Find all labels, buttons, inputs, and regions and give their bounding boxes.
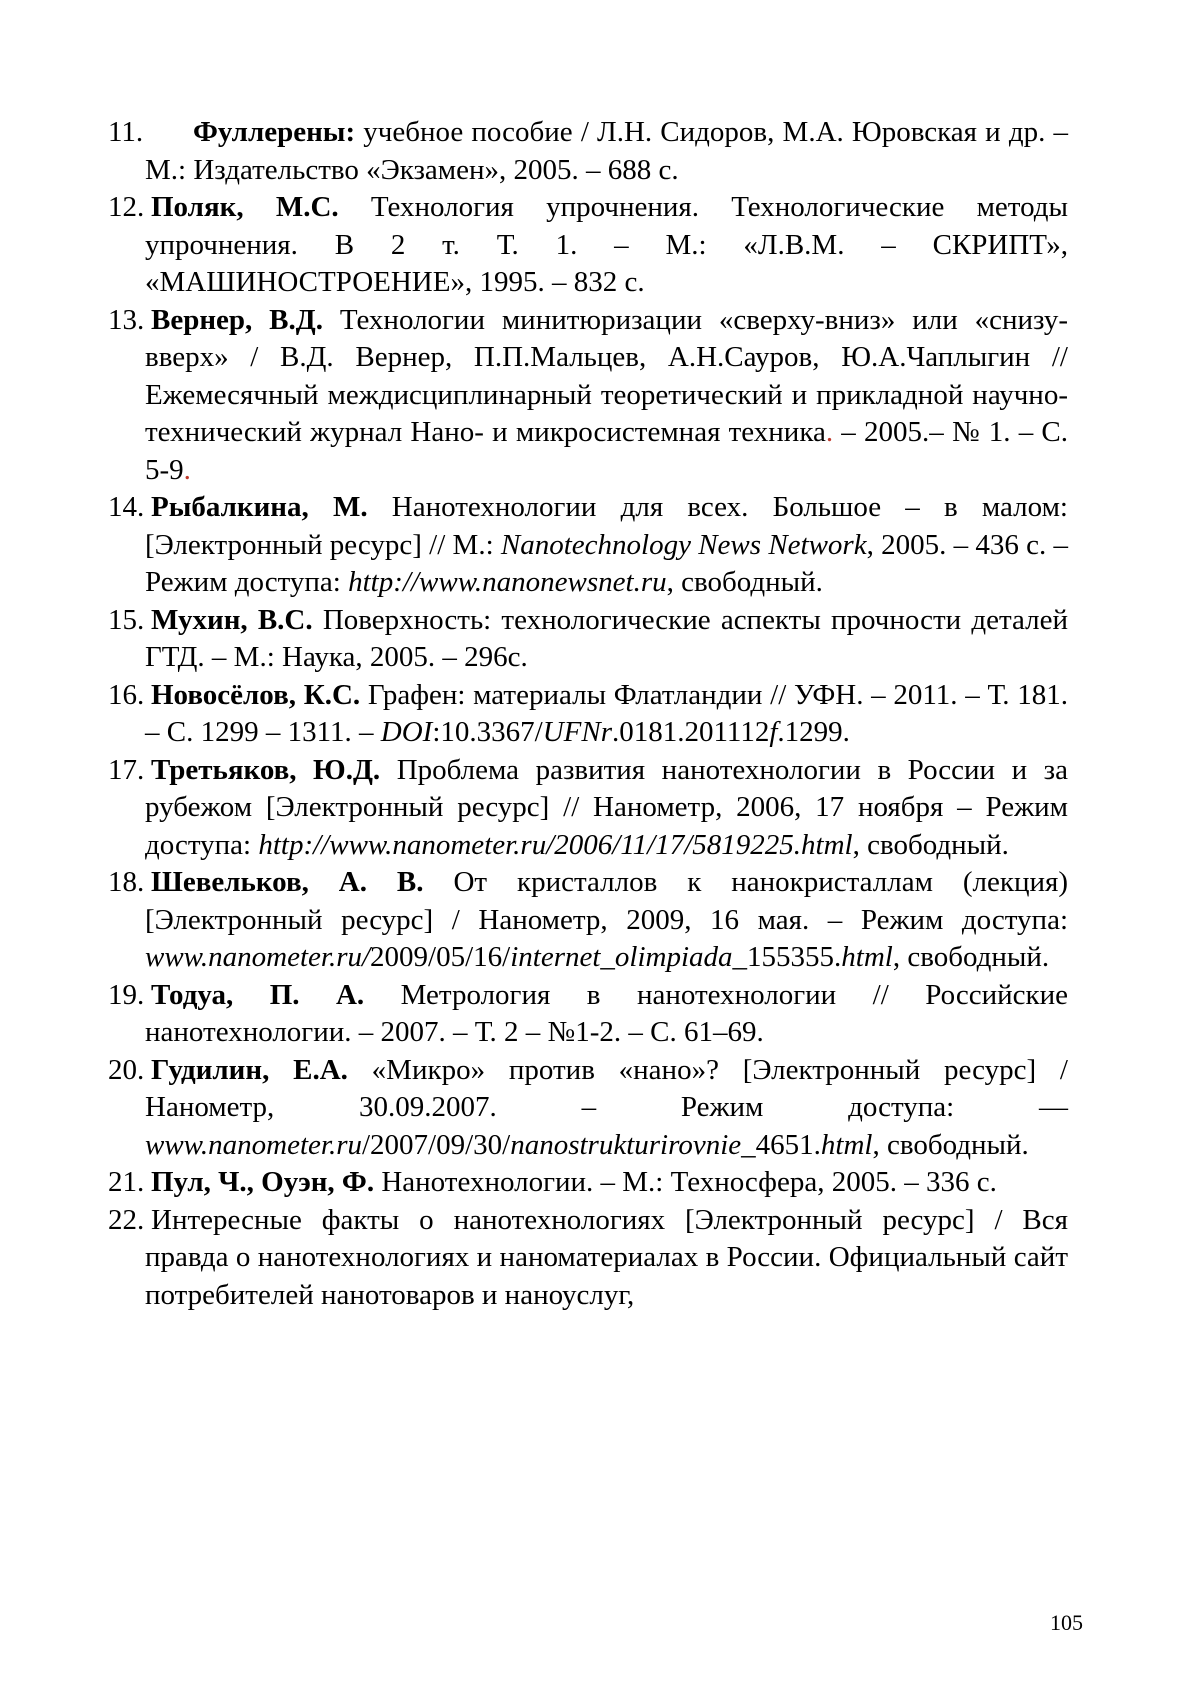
reference-doi-label: DOI xyxy=(380,716,433,748)
reference-author: Гудилин, Е.А. xyxy=(151,1053,348,1086)
reference-text: , свободный. xyxy=(892,941,1050,973)
reference-text: Проблема развития нанотехнологии в России и за рубежом [Электронный ресурс] // Нанометр, 2006, 17 ноября – Режим доступа: xyxy=(145,753,1068,861)
reference-text: Метрология в нанотехнологии // Российские нанотехнологии. – 2007. – Т. 2 – №1-2. – С. 61–69. xyxy=(145,978,1068,1048)
reference-number: 15. xyxy=(108,603,145,636)
reference-author: Шевельков, А. В. xyxy=(151,866,424,898)
reference-item-19 xyxy=(108,977,1068,1052)
reference-url-part: html xyxy=(841,941,893,973)
reference-text: /2007/09/30/ xyxy=(361,1128,511,1161)
reference-author: Фуллерены: xyxy=(193,116,356,148)
reference-author: Вернер, В.Д. xyxy=(151,303,323,336)
reference-item-18 xyxy=(108,864,1068,977)
reference-text: .0181.201112 xyxy=(612,716,770,748)
reference-text: :10.3367/ xyxy=(432,716,543,748)
reference-text: .1299. xyxy=(777,716,850,748)
reference-text: Нанотехнологии для всех. Большое – в малом: [Электронный ресурс] // М.: xyxy=(145,491,1068,561)
reference-text: , свободный. xyxy=(666,566,823,598)
reference-text: Графен: материалы Флатландии // УФН. – 2011. – Т. 181. – С. 1299 – 1311. – xyxy=(145,678,1068,748)
reference-text: учебное пособие / Л.Н. Сидоров, М.А. Юровская и др. – М.: Издательство «Экзамен», 2005. – 688 с. xyxy=(145,116,1068,186)
reference-number: 11. xyxy=(108,116,144,148)
reference-item-14 xyxy=(108,489,1068,602)
reference-url: http://www.nanometer.ru/2006/11/17/5819225.html xyxy=(258,828,853,861)
reference-author: Тодуа, П. А. xyxy=(151,978,365,1011)
reference-url-part: nanostrukturirovnie xyxy=(510,1128,742,1161)
reference-url-part: internet_olimpiada xyxy=(510,941,733,973)
reference-text: , свободный. xyxy=(852,828,1009,861)
reference-number: 16. xyxy=(108,678,145,711)
reference-item-20 xyxy=(108,1052,1068,1165)
reference-number: 22. xyxy=(108,1203,145,1236)
reference-item-22 xyxy=(108,1202,1068,1315)
reference-text: Нанотехнологии. – М.: Техносфера, 2005. – 336 с. xyxy=(374,1166,997,1198)
reference-author: Третьяков, Ю.Д. xyxy=(151,753,381,786)
reference-text: От кристаллов к нанокристаллам (лекция) [Электронный ресурс] / Нанометр, 2009, 16 мая. – Режим доступа: xyxy=(145,866,1068,936)
page-number: 105 xyxy=(1050,1610,1083,1635)
reference-text: _155355. xyxy=(732,941,842,973)
reference-item-11 xyxy=(108,114,1068,189)
reference-number: 13. xyxy=(108,303,145,336)
reference-number: 19. xyxy=(108,978,145,1011)
reference-text: «Микро» против «нано»? [Электронный ресурс] / Нанометр, 30.09.2007. – Режим доступа: — xyxy=(145,1053,1068,1123)
reference-item-13 xyxy=(108,302,1068,490)
reference-punctuation: . xyxy=(825,416,834,448)
reference-item-16 xyxy=(108,677,1068,752)
reference-text: Технологии минитюризации «сверху-вниз» или «снизу-вверх» / В.Д. Вернер, П.П.Мальцев, А.Н.Сауров, Ю.А.Чаплыгин // Ежемесячный междисциплинарный теоретический и прикладной научно-технический журнал Нано- и микросистемная техника xyxy=(145,303,1068,448)
reference-number: 14. xyxy=(108,491,145,523)
reference-url-part: www.nanometer.ru/ xyxy=(145,941,371,973)
reference-text: Интересные факты о нанотехнологиях [Электронный ресурс] / Вся правда о нанотехнологиях и наноматериалах в России. Официальный сайт потребителей нанотоваров и наноуслуг, xyxy=(145,1203,1068,1311)
reference-text: Технология упрочнения. Технологические методы упрочнения. В 2 т. Т. 1. – М.: «Л.В.М. – СКРИПТ», «МАШИНОСТРОЕНИЕ», 1995. – 832 с. xyxy=(145,191,1068,298)
reference-text: _4651. xyxy=(741,1128,821,1161)
reference-text: 2009/05/16/ xyxy=(370,941,511,973)
reference-list xyxy=(108,114,1068,1314)
reference-number: 17. xyxy=(108,753,145,786)
reference-number: 18. xyxy=(108,866,145,898)
reference-item-17 xyxy=(108,752,1068,865)
reference-author: Рыбалкина, М. xyxy=(151,491,368,523)
reference-text: Поверхность: технологические аспекты прочности деталей ГТД. – М.: Наука, 2005. – 296с. xyxy=(145,603,1068,673)
reference-doi-part: f xyxy=(769,716,778,748)
reference-url-part: www.nanometer.ru xyxy=(145,1128,362,1161)
reference-punctuation: . xyxy=(183,453,191,486)
reference-item-15 xyxy=(108,602,1068,677)
reference-source-italic: Nanotechnology News Network xyxy=(500,528,867,561)
reference-number: 20. xyxy=(108,1053,145,1086)
reference-item-21 xyxy=(108,1164,1068,1202)
reference-doi-part: UFNr xyxy=(542,716,612,748)
reference-author: Поляк, М.С. xyxy=(151,191,339,223)
reference-author: Пул, Ч., Оуэн, Ф. xyxy=(151,1166,375,1198)
reference-number: 21. xyxy=(108,1166,145,1198)
reference-text: – 2005.– № 1. – С. 5-9 xyxy=(145,416,1068,486)
reference-number: 12. xyxy=(108,191,145,223)
reference-url-part: html xyxy=(820,1128,873,1161)
reference-text: , свободный. xyxy=(872,1128,1029,1161)
reference-item-12 xyxy=(108,189,1068,302)
reference-author: Новосёлов, К.С. xyxy=(151,678,361,711)
reference-author: Мухин, В.С. xyxy=(151,603,313,636)
reference-text: , 2005. – 436 с. – Режим доступа: xyxy=(145,528,1069,598)
reference-url: http://www.nanonewsnet.ru xyxy=(348,566,667,598)
